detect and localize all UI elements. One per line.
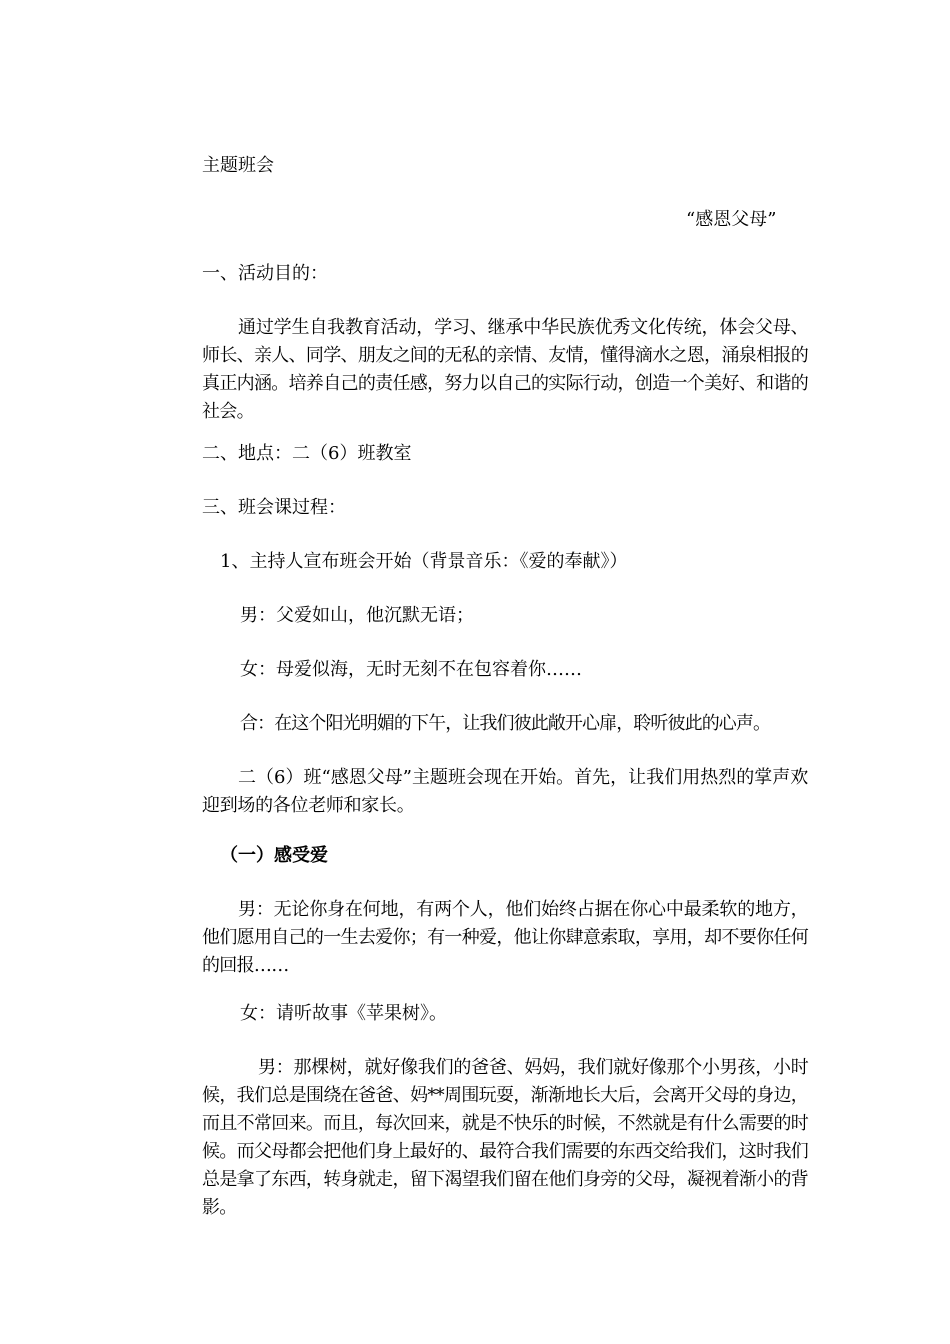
male-paragraph-2: 男：无论你身在何地，有两个人，他们始终占据在你心中最柔软的地方，他们愿用自己的一生去爱你；有一种爱，他让你肆意索取，享用，却不要你任何的回报…… (202, 899, 808, 976)
part-1-heading: （一）感受爱 (220, 845, 328, 866)
step-1-line: 1、主持人宣布班会开始（背景音乐：《爱的奉献》） (220, 551, 628, 572)
purpose-heading: 一、活动目的： (202, 263, 328, 284)
together-line-1: 合：在这个阳光明媚的下午，让我们彼此敞开心扉，聆听彼此的心声。 (240, 713, 771, 734)
male-line-1: 男：父爱如山，他沉默无语； (240, 605, 474, 626)
female-line-1: 女：母爱似海，无时无刻不在包容着你…… (240, 659, 582, 680)
female-line-2: 女：请听故事《苹果树》。 (240, 1003, 447, 1024)
doc-type-label: 主题班会 (202, 155, 274, 176)
process-heading: 三、班会课过程： (202, 497, 346, 518)
opening-paragraph: 二（6）班“感恩父母”主题班会现在开始。首先，让我们用热烈的掌声欢迎到场的各位老师和家长。 (202, 767, 808, 816)
page-title: “感恩父母” (686, 209, 777, 230)
male-paragraph-3: 男：那棵树，就好像我们的爸爸、妈妈，我们就好像那个小男孩，小时候，我们总是围绕在爸爸、妈**周围玩耍，渐渐地长大后，会离开父母的身边，而且不常回来。而且，每次回来，就是不快乐的时候，不然就是有什么需要的时候。而父母都会把他们身上最好的、最符合我们需要的东西交给我们，这时我们总是拿了东西，转身就走，留下渴望我们留在他们身旁的父母，凝视着渐小的背影。 (202, 1057, 808, 1218)
purpose-paragraph: 通过学生自我教育活动，学习、继承中华民族优秀文化传统，体会父母、师长、亲人、同学、朋友之间的无私的亲情、友情，懂得滴水之恩，涌泉相报的真正内涵。培养自己的责任感，努力以自己的实际行动，创造一个美好、和谐的社会。 (202, 317, 808, 422)
location-line: 二、地点：二（6）班教室 (202, 443, 412, 464)
